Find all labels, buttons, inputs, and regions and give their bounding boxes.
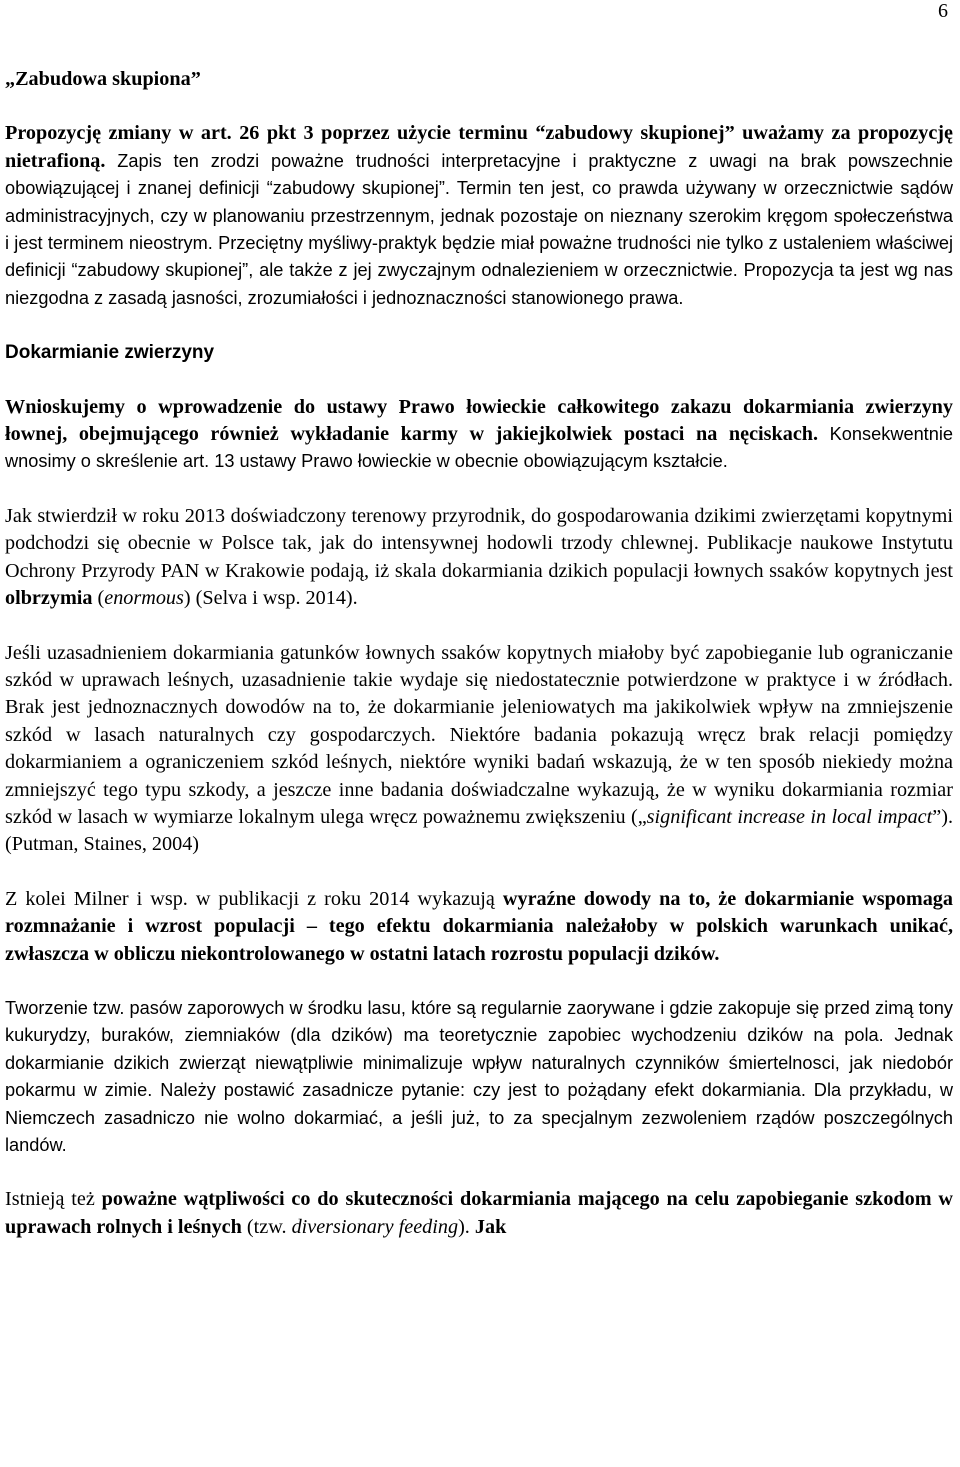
bold-statement: wyraźne dowody na to, że dokarmianie wspomaga rozmnażanie i wzrost populacji – tego efektu dokarmiania należałoby w polskich warunkach unikać, zwłaszcza w obliczu niekontrolowanego w ostatni latach rozrostu populacji dzików. <box>5 887 953 965</box>
bold-statement: Propozycję zmiany w art. 26 pkt 3 poprzez użycie terminu “zabudowy skupionej” uważamy za propozycję nietrafioną. <box>5 122 953 172</box>
paragraph-text: Istnieją też <box>5 1188 102 1211</box>
bold-statement: poważne wątpliwości co do skuteczności dokarmiania mającego na celu zapobieganie szkodom w uprawach rolnych i leśnych <box>5 1188 953 1238</box>
section-heading-zabudowa: „Zabudowa skupiona” <box>5 68 201 90</box>
document-body <box>5 66 953 1241</box>
paragraph-text: Tworzenie tzw. pasów zaporowych w środku lasu, które są regularnie zaorywane i gdzie zakopuje się przed zimą tony kukurydzy, buraków, ziemniaków (dla dzików) ma teoretycznie zapobiec wychodzeniu dzików na pola. Jednak dokarmianie dzikich zwierząt niewątpliwie minimalizuje wpływ naturalnych czynników śmiertelnosci, jak niedobór pokarmu w zimie. Należy postawić zasadnicze pytanie: czy jest to pożądany efekt dokarmiania. Dla przykładu, w Niemczech zasadniczo nie wolno dokarmiać, a jeśli już, to za specjalnym zezwoleniem rządów poszczególnych landów. <box>5 997 953 1155</box>
bold-statement: Jak <box>474 1215 507 1238</box>
paragraph-text: ( <box>92 587 105 610</box>
italic-term: significant increase in local impact <box>646 805 933 828</box>
page-number: 6 <box>938 0 948 22</box>
spacer <box>5 476 953 503</box>
spacer <box>5 859 953 886</box>
spacer <box>5 613 953 640</box>
paragraph-istnieja <box>5 1186 953 1241</box>
paragraph-tworzenie <box>5 995 953 1159</box>
spacer <box>5 1159 953 1186</box>
paragraph-text: ). <box>458 1215 475 1238</box>
paragraph-text: ”). (Putman, Staines, 2004) <box>5 805 953 856</box>
paragraph-jak-stwierdzil <box>5 503 953 613</box>
italic-term: diversionary feeding <box>291 1215 459 1238</box>
spacer <box>5 367 953 394</box>
section-heading-dokarmianie: Dokarmianie zwierzyny <box>5 342 215 364</box>
paragraph-milner <box>5 886 953 968</box>
paragraph-text: Z kolei Milner i wsp. w publikacji z roku 2014 wykazują <box>5 887 503 910</box>
paragraph-zabudowa <box>5 120 953 312</box>
spacer <box>5 93 953 120</box>
paragraph-text: ) (Selva i wsp. 2014). <box>183 587 358 610</box>
paragraph-text: (tzw. <box>241 1215 292 1238</box>
spacer <box>5 968 953 995</box>
paragraph-text: Zapis ten zrodzi poważne trudności interpretacyjne i praktyczne z uwagi na brak powszechnie obowiązującej i znanej definicji “zabudowy skupionej”. Termin ten jest, co prawda używany w orzecznictwie sądów administracyjnych, czy w planowaniu przestrzennym, jednak pozostaje on nieznany szerokim kręgom społeczeństwa i jest terminem nieostrym. Przeciętny myśliwy-praktyk będzie miał poważne trudności nie tylko z ustaleniem właściwej definicji “zabudowy skupionej”, ale także z jej zwyczajnym odnalezieniem w orzecznictwie. Propozycja ta jest wg nas niezgodna z zasadą jasności, zrozumiałości i jednoznaczności stanowionego prawa. <box>5 150 953 308</box>
paragraph-text: Konsekwentnie wnosimy o skreślenie art. 13 ustawy Prawo łowieckie w obecnie obowiązującym kształcie. <box>5 424 954 472</box>
bold-term: olbrzymia <box>5 587 93 610</box>
spacer <box>5 312 953 339</box>
paragraph-text: Jeśli uzasadnieniem dokarmiania gatunków łownych ssaków kopytnych miałoby być zapobieganie lub ograniczanie szkód w uprawach leśnych, uzasadnienie takie wydaje się niedostatecznie potwierdzone w praktyce i w źródłach. Brak jest jednoznacznych dowodów na to, że dokarmianie jeleniowatych ma jakikolwiek wpływ na zmniejszenie szkód w lasach naturalnych czy gospodarczych. Niektóre badania pokazują wręcz brak relacji pomiędzy dokarmianiem a ograniczeniem szkód leśnych, niektóre wyniki badań wskazują, że w ten sposób niekiedy można zmniejszyć tego typu szkody, a jeszcze inne badania doświadczalne wykazują, że w wyniku dokarmiania rozmiar szkód w lasach w wymiarze lokalnym ulega wręcz poważnemu zwiększeniu („ <box>5 641 953 828</box>
paragraph-wnioskujemy <box>5 394 953 476</box>
paragraph-jesli <box>5 640 953 859</box>
bold-statement: Wnioskujemy o wprowadzenie do ustawy Prawo łowieckie całkowitego zakazu dokarmiania zwierzyny łownej, obejmującego również wykładanie karmy w jakiejkolwiek postaci na nęciskach. <box>5 395 953 446</box>
italic-term: enormous <box>104 587 184 610</box>
paragraph-text: Jak stwierdził w roku 2013 doświadczony terenowy przyrodnik, do gospodarowania dzikimi zwierzętami kopytnymi podchodzi się obecnie w Polsce tak, jak do intensywnej hodowli trzody chlewnej. Publikacje naukowe Instytutu Ochrony Przyrody PAN w Krakowie podają, iż skala dokarmiania dzikich populacji łownych ssaków kopytnych jest <box>5 504 953 582</box>
